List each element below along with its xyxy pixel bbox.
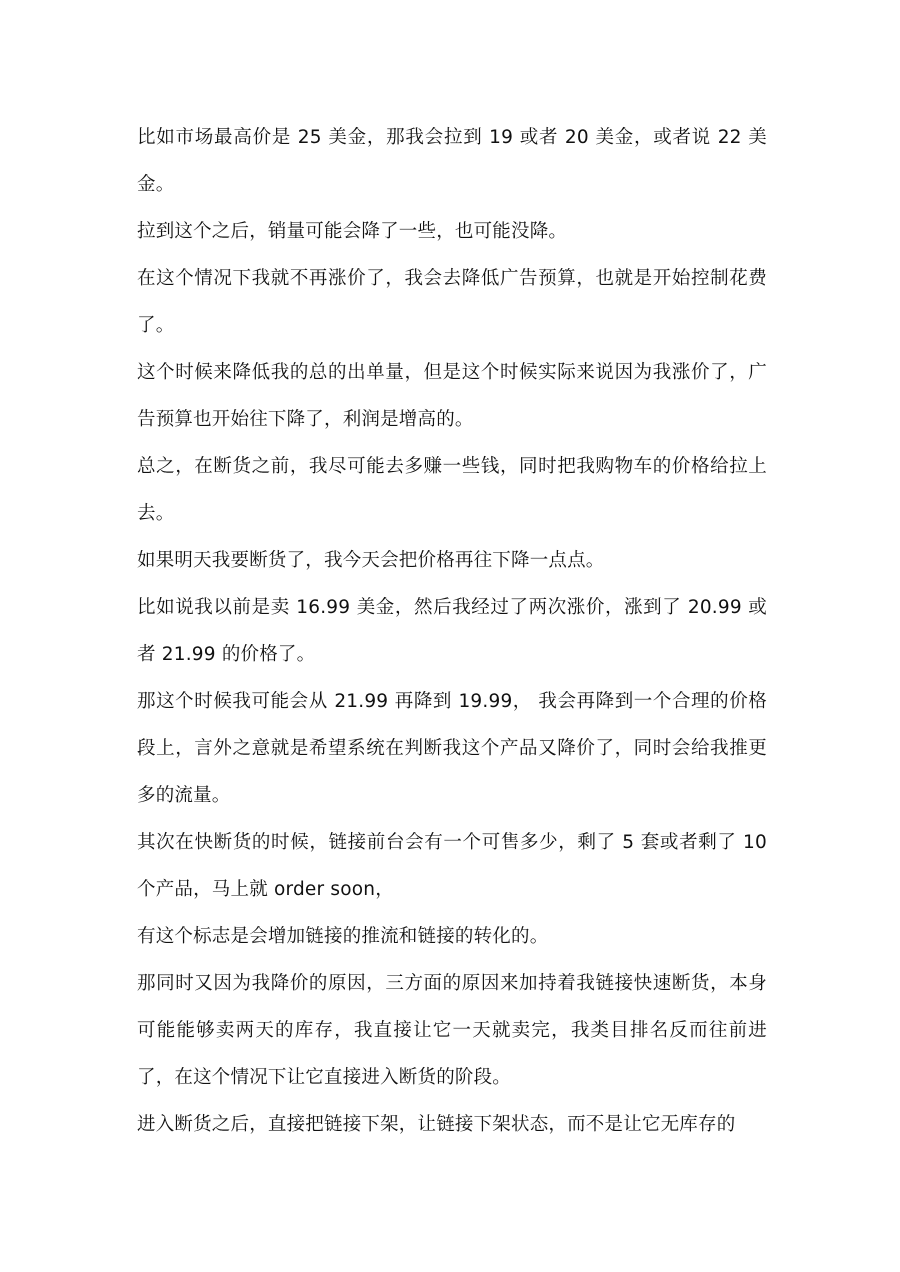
paragraph-1: 比如市场最高价是 25 美金，那我会拉到 19 或者 20 美金，或者说 22 美金。 bbox=[137, 127, 767, 195]
paragraph-9: 其次在快断货的时候，链接前台会有一个可售多少，剩了 5 套或者剩了 10 个产品，马上就 order soon， bbox=[137, 832, 767, 900]
paragraph-2: 拉到这个之后，销量可能会降了一些，也可能没降。 bbox=[137, 221, 568, 242]
paragraph-5: 总之，在断货之前，我尽可能去多赚一些钱，同时把我购物车的价格给拉上去。 bbox=[137, 456, 767, 524]
document-body bbox=[137, 114, 767, 1148]
paragraph-3: 在这个情况下我就不再涨价了，我会去降低广告预算，也就是开始控制花费了。 bbox=[137, 268, 767, 336]
paragraph-10: 有这个标志是会增加链接的推流和链接的转化的。 bbox=[137, 926, 549, 947]
paragraph-6: 如果明天我要断货了，我今天会把价格再往下降一点点。 bbox=[137, 550, 605, 571]
paragraph-12: 进入断货之后，直接把链接下架，让链接下架状态，而不是让它无库存的 bbox=[137, 1114, 736, 1135]
paragraph-7: 比如说我以前是卖 16.99 美金，然后我经过了两次涨价，涨到了 20.99 或者 21.99 的价格了。 bbox=[137, 597, 767, 665]
paragraph-11: 那同时又因为我降价的原因，三方面的原因来加持着我链接快速断货，本身可能能够卖两天的库存，我直接让它一天就卖完，我类目排名反而往前进了，在这个情况下让它直接进入断货的阶段。 bbox=[137, 973, 767, 1088]
paragraph-8: 那这个时候我可能会从 21.99 再降到 19.99， 我会再降到一个合理的价格段上，言外之意就是希望系统在判断我这个产品又降价了，同时会给我推更多的流量。 bbox=[137, 691, 767, 806]
paragraph-4: 这个时候来降低我的总的出单量，但是这个时候实际来说因为我涨价了，广告预算也开始往下降了，利润是增高的。 bbox=[137, 362, 767, 430]
